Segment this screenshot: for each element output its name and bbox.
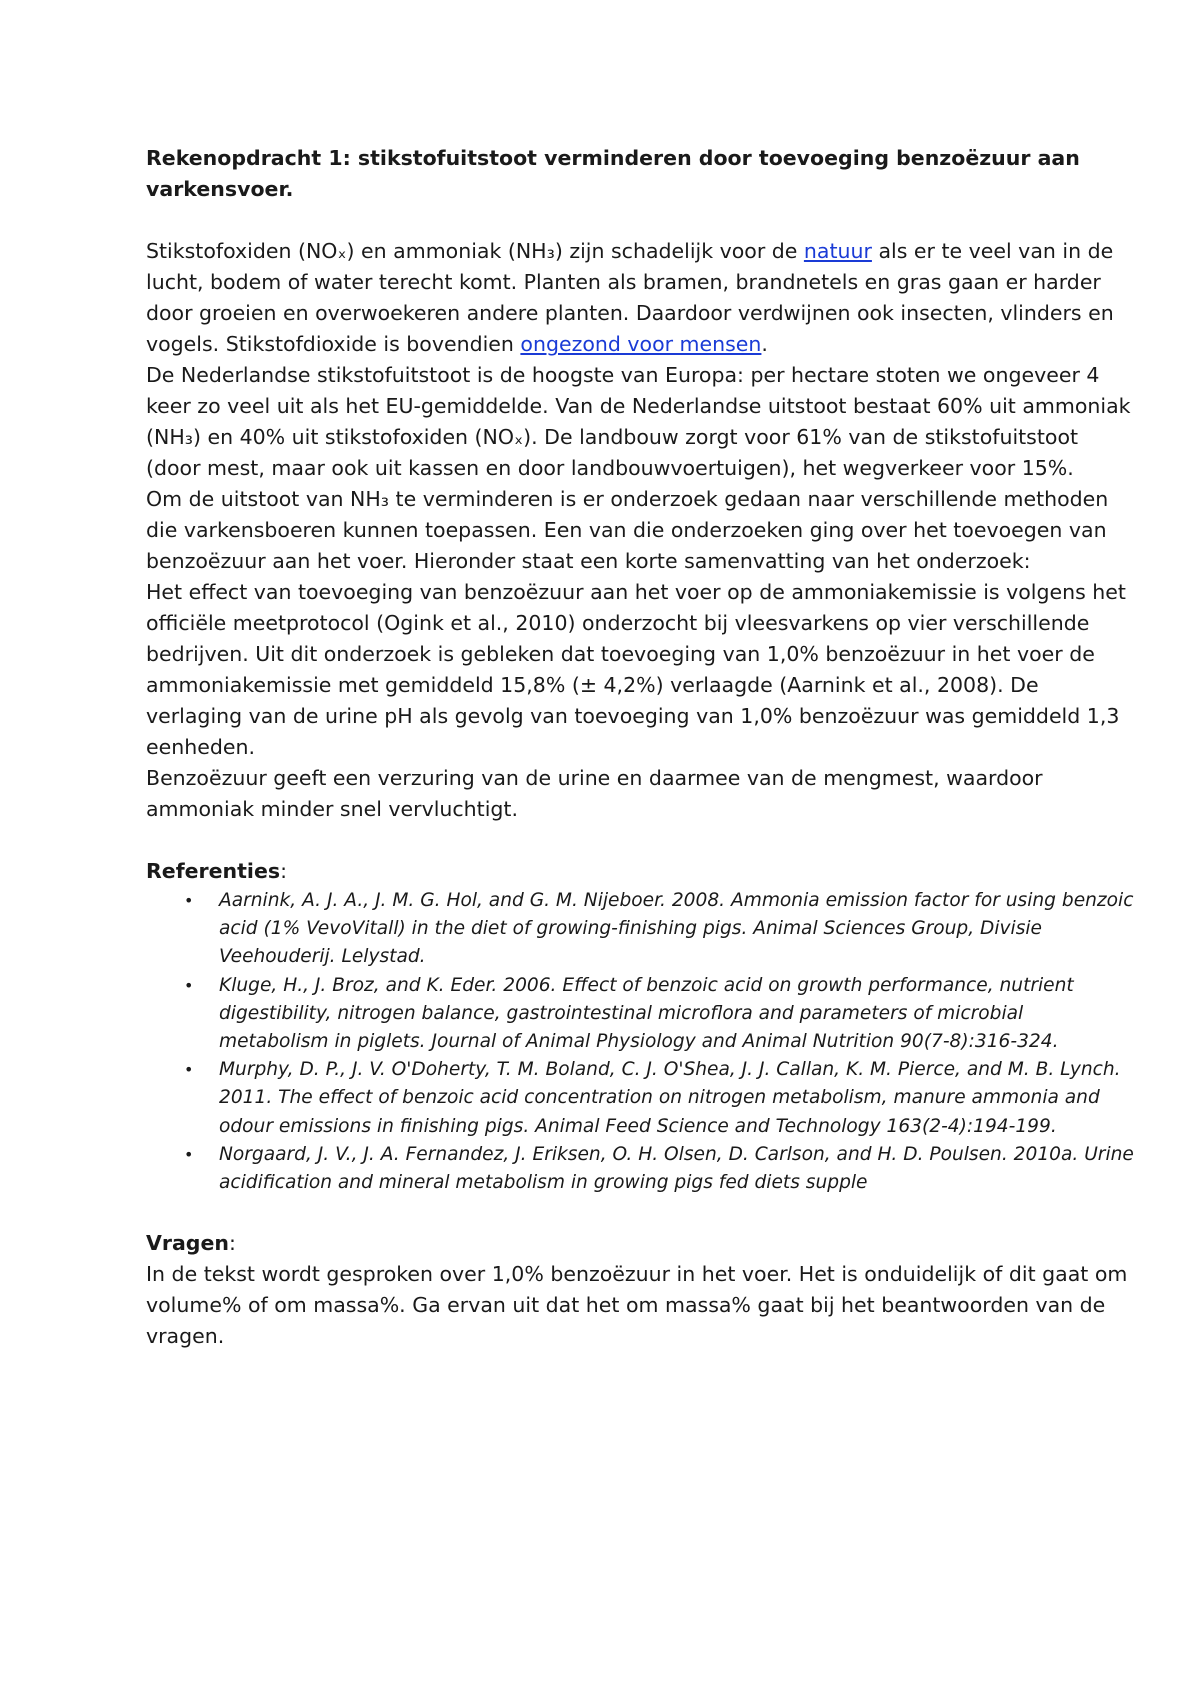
reference-item [146,1141,1136,1197]
references-list [146,887,1136,1197]
intro-p1-part-a: Stikstofoxiden (NOₓ) en ammoniak (NH₃) zijn schadelijk voor de [146,239,804,263]
reference-text: Kluge, H., J. Broz, and K. Eder. 2006. Effect of benzoic acid on growth performance, nutrient digestibility, nitrogen balance, gastrointestinal microflora and parameters of microbial metabolism in piglets. Journal of Animal Physiology and Animal Nutrition 90(7-8):316-324. [219,974,1074,1053]
references-heading-colon: : [280,859,287,883]
reference-item [146,972,1136,1057]
document-title: Rekenopdracht 1: stikstofuitstoot verminderen door toevoeging benzoëzuur aan varkensvoer. [146,146,1080,201]
reference-text: Aarnink, A. J. A., J. M. G. Hol, and G. M. Nijeboer. 2008. Ammonia emission factor for using benzoic acid (1% VevoVitall) in the diet of growing-finishing pigs. Animal Sciences Group, Divisie Veehouderij. Lelystad. [219,890,1134,968]
reference-item [146,1056,1136,1141]
intro-paragraph-4: Het effect van toevoeging van benzoëzuur aan het voer op de ammoniakemissie is volgens het officiële meetprotocol (Ogink et al., 2010) onderzocht bij vleesvarkens op vier verschillende bedrijven. Uit dit onderzoek is gebleken dat toevoeging van 1,0% benzoëzuur in het voer de ammoniakemissie met gemiddeld 15,8% (± 4,2%) verlaagde (Aarnink et al., 2008). De verlaging van de urine pH als gevolg van toevoeging van 1,0% benzoëzuur was gemiddeld 1,3 eenheden. [146,580,1126,759]
questions-heading-label: Vragen [146,1231,229,1256]
document-page [146,143,1136,1352]
references-heading-label: Referenties [146,859,281,883]
intro-paragraph-5: Benzoëzuur geeft een verzuring van de urine en daarmee van de mengmest, waardoor ammoniak minder snel vervluchtigt. [146,766,1043,821]
intro-p1-part-c: . [761,332,768,356]
natuur-link[interactable]: natuur [803,239,872,263]
ongezond-voor-mensen-link[interactable]: ongezond voor mensen [520,332,762,356]
references-heading [146,856,1136,887]
questions-heading-colon: : [228,1231,236,1256]
intro-paragraph-2: De Nederlandse stikstofuitstoot is de hoogste van Europa: per hectare stoten we ongeveer 4 keer zo veel uit als het EU-gemiddelde. Van de Nederlandse uitstoot bestaat 60% uit ammoniak (NH₃) en 40% uit stikstofoxiden (NOₓ). De landbouw zorgt voor 61% van de stikstofuitstoot (door mest, maar ook uit kassen en door landbouwvoertuigen), het wegverkeer voor 15%. [146,363,1131,480]
bullet-icon: • [184,975,194,995]
reference-text: Murphy, D. P., J. V. O'Doherty, T. M. Boland, C. J. O'Shea, J. J. Callan, K. M. Pierce, and M. B. Lynch. 2011. The effect of benzoic acid concentration on nitrogen metabolism, manure ammonia and odour emissions in finishing pigs. Animal Feed Science and Technology 163(2-4):194-199. [219,1059,1121,1137]
questions-heading [146,1228,1136,1259]
reference-item [146,887,1136,972]
bullet-icon: • [184,891,194,910]
intro-paragraph-3: Om de uitstoot van NH₃ te verminderen is er onderzoek gedaan naar verschillende methoden die varkensboeren kunnen toepassen. Een van die onderzoeken ging over het toevoegen van benzoëzuur aan het voer. Hieronder staat een korte samenvatting van het onderzoek: [146,487,1109,573]
intro-p1-part-b: als er te veel van in de lucht, bodem of water terecht komt. Planten als bramen, brandnetels en gras gaan er harder door groeien en overwoekeren andere planten. Daardoor verdwijnen ook insecten, vlinders en vogels. Stikstofdioxide is bovendien [146,239,1114,356]
reference-text: Norgaard, J. V., J. A. Fernandez, J. Eriksen, O. H. Olsen, D. Carlson, and H. D. Poulsen. 2010a. Urine acidification and mineral metabolism in growing pigs fed diets supple [219,1143,1134,1194]
bullet-icon: • [184,1060,194,1080]
intro-paragraph-1 [146,236,1136,360]
intro-text [146,236,1136,825]
questions-text: In de tekst wordt gesproken over 1,0% benzoëzuur in het voer. Het is onduidelijk of dit gaat om volume% of om massa%. Ga ervan uit dat het om massa% gaat bij het beantwoorden van de vragen. [146,1262,1128,1349]
bullet-icon: • [184,1144,194,1164]
